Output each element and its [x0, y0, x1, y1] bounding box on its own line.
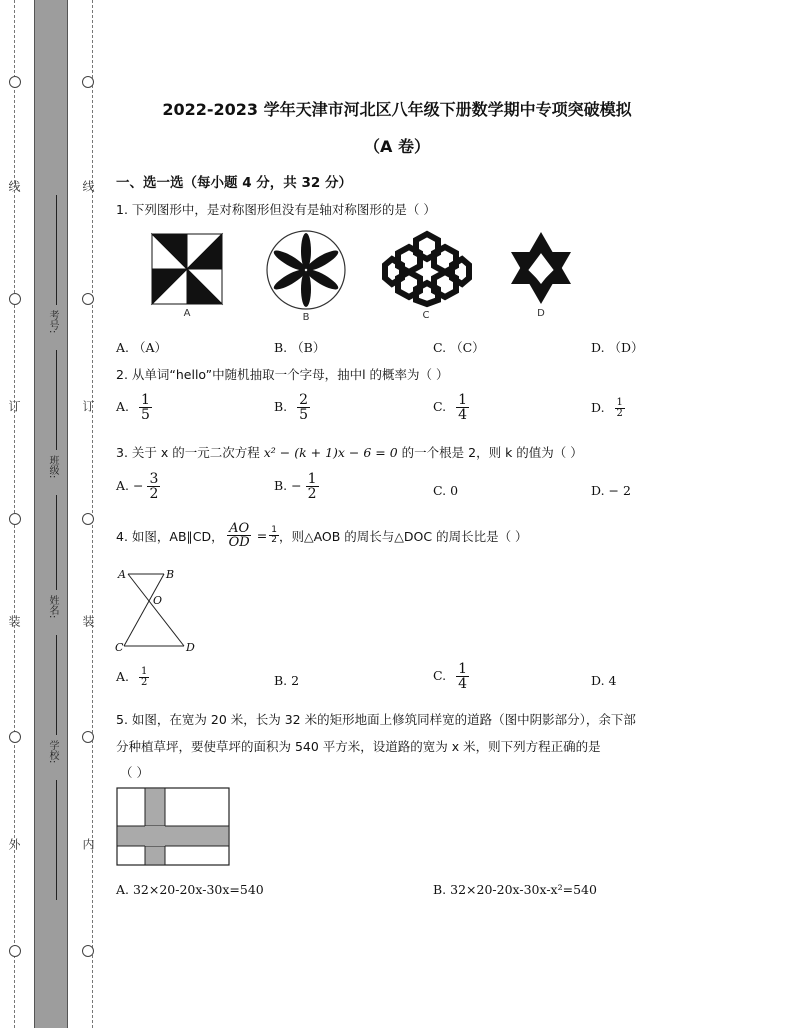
- fraction: [456, 393, 469, 422]
- fraction: [269, 526, 279, 545]
- class-label: 班级:: [47, 455, 58, 479]
- question-5-line2: 分种植草坪，要使草坪的面积为 540 平方米，设道路的宽为 x 米，则下列方程正确的是: [116, 739, 601, 754]
- binding-hole: [82, 731, 94, 743]
- binding-hole: [82, 293, 94, 305]
- option-label: A. −: [116, 478, 144, 493]
- figure-hexagons: [382, 228, 472, 308]
- fraction: [297, 393, 310, 422]
- figure-pinwheel: [150, 232, 225, 307]
- fraction: [227, 522, 252, 549]
- q2-option-b[interactable]: [274, 393, 310, 422]
- equals-sign: =: [256, 528, 268, 543]
- q2-option-d[interactable]: [591, 398, 625, 419]
- figure-triangles: [112, 566, 202, 656]
- numerator: 1: [458, 661, 467, 677]
- option-label: B. −: [274, 478, 302, 493]
- binding-hole: [9, 945, 21, 957]
- q5-option-b[interactable]: B. 32×20-20x-30x-x²=540: [433, 882, 597, 897]
- question-1-text: 1. 下列图形中，是对称图形但没有是轴对称图形的是（ ）: [116, 202, 436, 217]
- option-label: C.: [433, 668, 447, 683]
- option-label: B.: [274, 399, 288, 414]
- fraction: [147, 472, 160, 501]
- denominator: 2: [141, 677, 148, 688]
- q5-option-a[interactable]: A. 32×20-20x-30x=540: [116, 882, 264, 897]
- fraction: [306, 472, 319, 501]
- field-line: [56, 495, 57, 590]
- q3-option-a[interactable]: [116, 472, 160, 501]
- q4-option-b[interactable]: B. 2: [274, 673, 300, 688]
- numerator: 1: [307, 471, 317, 487]
- page-title: 2022-2023 学年天津市河北区八年级下册数学期中专项突破模拟: [162, 100, 632, 119]
- name-label: 姓名:: [47, 595, 58, 619]
- numerator: 1: [616, 397, 623, 408]
- figure-label: B: [302, 312, 310, 323]
- denominator: 2: [307, 486, 317, 502]
- q4-option-d[interactable]: D. 4: [591, 673, 617, 688]
- option-label: A.: [116, 399, 130, 414]
- point-label: C: [115, 641, 124, 654]
- point-label: B: [166, 568, 175, 581]
- binding-hole: [82, 513, 94, 525]
- figure-star: [505, 230, 577, 306]
- option-label: D.: [591, 400, 605, 415]
- denominator: 4: [458, 407, 467, 423]
- figure-road-rectangle: [116, 787, 232, 867]
- option-label: A.: [116, 669, 130, 684]
- q1-option-d[interactable]: D. （D）: [591, 340, 644, 355]
- binding-char: 装: [7, 615, 21, 627]
- q2-option-c[interactable]: [433, 393, 469, 422]
- q4-text-b: ，则△AOB 的周长与△DOC 的周长比是（ ）: [278, 528, 528, 544]
- binding-char: 内: [81, 838, 95, 850]
- denominator: 4: [458, 676, 467, 692]
- q3-equation: x² − (k + 1)x − 6 = 0: [263, 445, 398, 460]
- binding-char: 装: [81, 615, 95, 627]
- q1-option-c[interactable]: C. （C）: [433, 340, 485, 355]
- question-5-line3: （ ）: [120, 765, 149, 780]
- q4-option-a[interactable]: [116, 667, 149, 688]
- binding-hole: [82, 945, 94, 957]
- binding-hole: [9, 76, 21, 88]
- figure-label: D: [537, 308, 545, 319]
- q1-option-a[interactable]: A. （A）: [116, 340, 168, 355]
- question-3-text: [116, 443, 583, 461]
- numerator: 1: [141, 392, 150, 408]
- fraction: [139, 667, 149, 688]
- binding-hole: [9, 731, 21, 743]
- q3-option-b[interactable]: [274, 472, 319, 501]
- point-label: D: [186, 641, 195, 654]
- numerator: AO: [229, 521, 250, 536]
- figure-flower: [265, 229, 347, 311]
- q3-option-c[interactable]: C. 0: [433, 483, 459, 498]
- numerator: 2: [299, 392, 309, 408]
- binding-char: 线: [7, 180, 21, 192]
- binding-char: 订: [81, 400, 95, 412]
- school-label: 学校:: [47, 740, 58, 764]
- q4-option-c[interactable]: [433, 662, 469, 691]
- denominator: 2: [149, 486, 159, 502]
- denominator: 2: [271, 535, 277, 545]
- q4-text-a: 4. 如图，AB∥CD，: [116, 528, 224, 544]
- denominator: 2: [616, 408, 623, 419]
- question-4-text: [116, 522, 528, 549]
- denominator: 5: [299, 407, 309, 423]
- binding-char: 外: [7, 838, 21, 850]
- numerator: 1: [458, 392, 467, 408]
- field-line: [56, 780, 57, 900]
- numerator: 1: [141, 666, 148, 677]
- option-label: C.: [433, 399, 447, 414]
- binding-hole: [9, 293, 21, 305]
- fraction: [456, 662, 469, 691]
- field-line: [56, 635, 57, 735]
- exam-number-label: 考号:: [47, 310, 58, 334]
- numerator: 1: [271, 525, 277, 535]
- field-line: [56, 350, 57, 450]
- question-5-line1: 5. 如图，在宽为 20 米，长为 32 米的矩形地面上修筑同样宽的道路（图中阴影部分），余下部: [116, 712, 636, 727]
- q2-option-a[interactable]: [116, 393, 152, 422]
- binding-hole: [82, 76, 94, 88]
- point-label: O: [153, 594, 163, 607]
- point-label: A: [118, 568, 126, 581]
- denominator: OD: [228, 535, 250, 550]
- binding-hole: [9, 513, 21, 525]
- denominator: 5: [141, 407, 150, 423]
- page-subtitle: （A 卷）: [364, 137, 430, 156]
- figure-label: A: [183, 308, 191, 319]
- field-line: [56, 195, 57, 305]
- fraction: [615, 398, 625, 419]
- q3-text-b: 的一个根是 2，则 k 的值为（ ）: [397, 445, 583, 460]
- numerator: 3: [149, 471, 159, 487]
- q3-option-d[interactable]: D. − 2: [591, 483, 631, 498]
- figure-label: C: [422, 310, 430, 321]
- fraction: [139, 393, 152, 422]
- section-heading: 一、选一选（每小题 4 分，共 32 分）: [116, 175, 352, 191]
- binding-char: 线: [81, 180, 95, 192]
- q3-text-a: 3. 关于 x 的一元二次方程: [116, 445, 264, 460]
- q1-option-b[interactable]: B. （B）: [274, 340, 326, 355]
- question-2-text: 2. 从单词“hello”中随机抽取一个字母，抽中l 的概率为（ ）: [116, 367, 449, 382]
- binding-char: 订: [7, 400, 21, 412]
